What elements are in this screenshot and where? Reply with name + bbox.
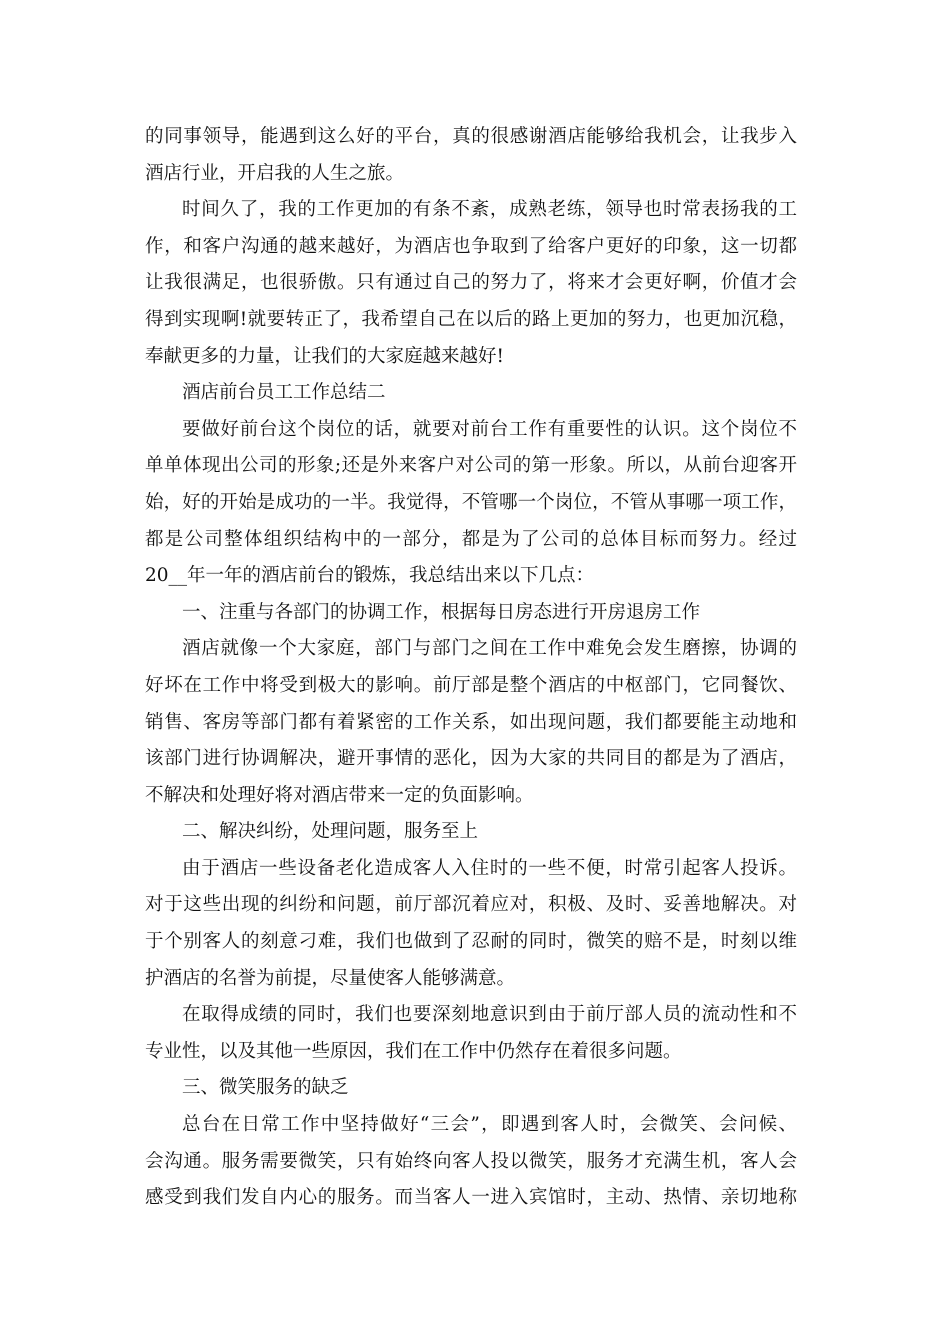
text-line: 护酒店的名誉为前提，尽量使客人能够满意。	[145, 967, 516, 989]
text-line: 要做好前台这个岗位的话，就要对前台工作有重要性的认识。这个岗位不	[182, 418, 797, 440]
text-line: 的同事领导，能遇到这么好的平台，真的很感谢酒店能够给我机会，让我步入	[145, 126, 797, 147]
text-line: 都是公司整体组织结构中的一部分，都是为了公司的总体目标而努力。经过	[145, 528, 797, 550]
text-line: 感受到我们发自内心的服务。而当客人一进入宾馆时，主动、热情、亲切地称	[145, 1187, 797, 1209]
text-line: 酒店前台员工工作总结二	[182, 382, 386, 404]
text-line: 三、微笑服务的缺乏	[182, 1077, 349, 1099]
text-line: 20__年一年的酒店前台的锻炼，我总结出来以下几点：	[145, 565, 595, 587]
text-line: 时间久了，我的工作更加的有条不紊，成熟老练，领导也时常表扬我的工	[182, 199, 797, 221]
text-line: 好坏在工作中将受到极大的影响。前厅部是整个酒店的中枢部门，它同餐饮、	[145, 674, 797, 696]
text-line: 始，好的开始是成功的一半。我觉得，不管哪一个岗位，不管从事哪一项工作，	[145, 491, 797, 513]
document-body	[145, 119, 797, 1217]
text-line: 二、解决纠纷，处理问题，服务至上	[182, 821, 479, 843]
text-line: 让我很满足，也很骄傲。只有通过自己的努力了，将来才会更好啊，价值才会	[145, 272, 797, 294]
text-line: 于个别客人的刻意刁难，我们也做到了忍耐的同时，微笑的赔不是，时刻以维	[145, 931, 797, 953]
text-line: 销售、客房等部门都有着紧密的工作关系，如出现问题，我们都要能主动地和	[145, 711, 797, 733]
text-line: 专业性，以及其他一些原因，我们在工作中仍然存在着很多问题。	[145, 1040, 682, 1062]
text-line: 由于酒店一些设备老化造成客人入住时的一些不便，时常引起客人投诉。	[182, 857, 797, 879]
text-line: 在取得成绩的同时，我们也要深刻地意识到由于前厅部人员的流动性和不	[182, 1004, 797, 1026]
text-line: 不解决和处理好将对酒店带来一定的负面影响。	[145, 784, 534, 806]
text-line: 奉献更多的力量，让我们的大家庭越来越好!	[145, 345, 504, 367]
text-line: 得到实现啊!就要转正了，我希望自己在以后的路上更加的努力，也更加沉稳，	[145, 308, 797, 330]
text-line: 酒店行业，开启我的人生之旅。	[145, 162, 405, 184]
text-line: 作，和客户沟通的越来越好，为酒店也争取到了给客户更好的印象，这一切都	[145, 235, 797, 257]
text-line: 总台在日常工作中坚持做好“三会”，即遇到客人时，会微笑、会问候、	[182, 1114, 797, 1136]
text-line: 一、注重与各部门的协调工作，根据每日房态进行开房退房工作	[182, 601, 701, 623]
text-line: 单单体现出公司的形象;还是外来客户对公司的第一形象。所以，从前台迎客开	[145, 455, 797, 477]
text-line: 对于这些出现的纠纷和问题，前厅部沉着应对，积极、及时、妥善地解决。对	[145, 894, 797, 916]
text-line: 该部门进行协调解决，避开事情的恶化，因为大家的共同目的都是为了酒店，	[145, 748, 797, 770]
text-line: 会沟通。服务需要微笑，只有始终向客人投以微笑，服务才充满生机，客人会	[145, 1150, 797, 1172]
text-line: 酒店就像一个大家庭，部门与部门之间在工作中难免会发生磨擦，协调的	[182, 638, 797, 660]
